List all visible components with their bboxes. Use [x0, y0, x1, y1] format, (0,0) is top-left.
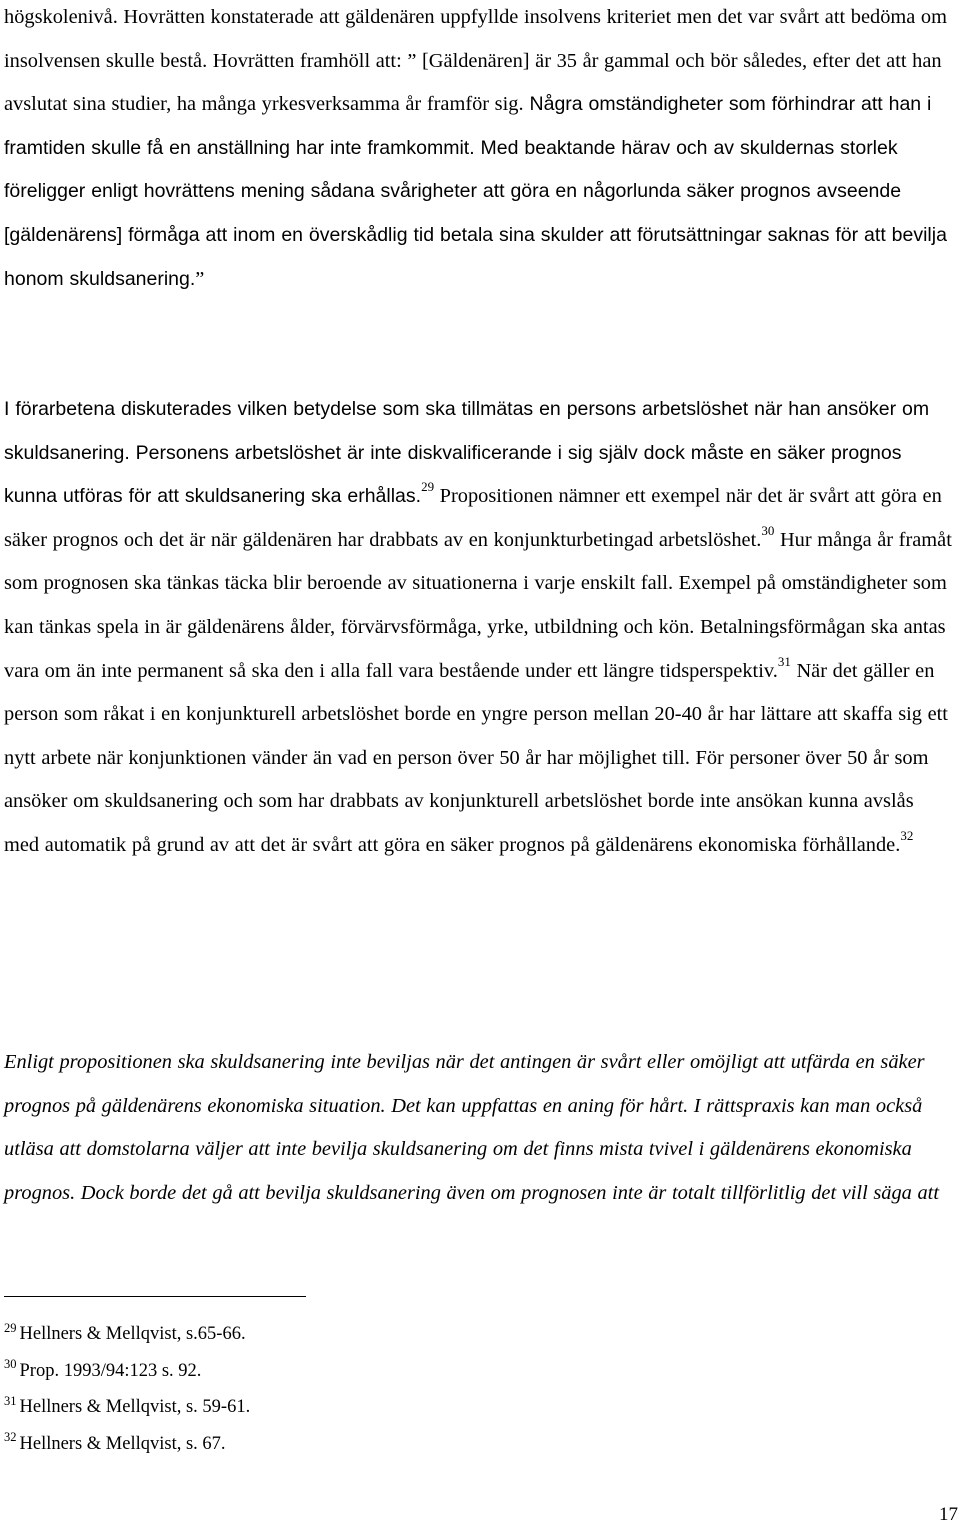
- footnote-text: Hellners & Mellqvist, s.65-66.: [19, 1324, 246, 1344]
- paragraph-1-segment: högskolenivå. Hovrätten konstaterade att gäldenären uppfyllde insolvens kriteriet men det var svårt att bedöma om insolvensen skulle bestå. Hovrätten framhöll att: ” [Gäldenären] är 35 år gammal och bör således, efter det att han avslutat sina studier, ha många yrkesverksamma år framför sig.: [4, 6, 947, 116]
- paragraph-2-sentence: När det gäller en person som råkat i en konjunkturell arbetslöshet borde en yngre person mellan 20-40 år har lättare att skaffa sig ett nytt arbete när konjunktionen vänder än vad en person över 50 år har möjlighet till. För personer över 50 år som ansöker om skuldsanering och som har drabbats av konjunkturell arbetslöshet borde inte ansökan kunna avslås med automatik på grund av att det är svårt att göra en säker prognos på gäldenärens ekonomiska förhållande.: [4, 659, 948, 856]
- footnote-number: 32: [4, 1430, 17, 1445]
- footnote-separator: [4, 1296, 306, 1297]
- footnote-text: Hellners & Mellqvist, s. 59-61.: [19, 1397, 251, 1417]
- footnote-text: Hellners & Mellqvist, s. 67.: [19, 1433, 226, 1454]
- footnotes-list: [4, 1322, 704, 1468]
- paragraph-2-sentence: Propositionen nämner ett exempel när det är svårt att göra en säker prognos och det är när gäldenären har drabbats av en konjunkturbetingad arbetslöshet.: [4, 485, 942, 551]
- paragraph-2-sentence: Hur många år framåt som prognosen ska tänkas täcka blir beroende av situationerna i varje enskilt fall. Exempel på omständigheter som kan tänkas spela in är gäldenärens ålder, förvärvsförmåga, yrke, utbildning och kön. Betalningsförmågan ska antas vara om än inte permanent så ska den i alla fall vara bestående under ett längre tidsperspektiv.: [4, 528, 952, 682]
- paragraph-1-segment: ”: [195, 267, 205, 290]
- page-number: 17: [939, 1504, 958, 1525]
- footnote-reference[interactable]: 29: [421, 479, 435, 495]
- paragraph-1-segment: Med beaktande härav och av skuldernas storlek föreligger enligt hovrättens mening sådana svårigheter att göra en någorlunda säker prognos avseende [gäldenärens] förmåga att inom en överskådlig tid betala sina skulder att förutsättningar saknas för att bevilja honom skuldsanering.: [4, 136, 947, 290]
- footnote-number: 31: [4, 1393, 17, 1408]
- footnote-item: [4, 1395, 704, 1432]
- paragraph-preparatory-works: [4, 388, 954, 868]
- paragraph-2-sentence: Personens arbetslöshet är inte diskvalificerande i sig själv dock måste en säker prognos kunna utföras för att skuldsanering ska erhållas.: [4, 441, 902, 508]
- paragraph-court-quote: [4, 0, 954, 301]
- footnote-reference[interactable]: 32: [900, 828, 914, 844]
- paragraph-2-sentence: I förarbetena diskuterades vilken betydelse som ska tillmätas en persons arbetslöshet när han ansöker om skuldsanering.: [4, 398, 930, 464]
- footnote-item: [4, 1322, 704, 1359]
- footnote-number: 29: [4, 1320, 17, 1335]
- footnote-item: [4, 1432, 704, 1469]
- footnote-reference[interactable]: 31: [777, 653, 791, 669]
- footnote-number: 30: [4, 1357, 17, 1372]
- paragraph-analysis-italic: Enligt propositionen ska skuldsanering inte beviljas när det antingen är svårt eller omöjligt att utfärda en säker prognos på gäldenärens ekonomiska situation. Det kan uppfattas en aning för hårt. I rättspraxis kan man också utläsa att domstolarna väljer att inte bevilja skuldsanering om det finns mista tvivel i gäldenärens ekonomiska prognos. Dock borde det gå att bevilja skuldsanering även om prognosen inte är totalt tillförlitlig det vill säga att: [4, 1051, 939, 1204]
- footnote-reference[interactable]: 30: [761, 522, 775, 538]
- paragraph-1-segment: Några omständigheter som förhindrar att han i framtiden skulle få en anställning har inte framkommit.: [4, 93, 932, 159]
- footnote-text: Prop. 1993/94:123 s. 92.: [19, 1360, 202, 1381]
- footnote-item: [4, 1359, 704, 1396]
